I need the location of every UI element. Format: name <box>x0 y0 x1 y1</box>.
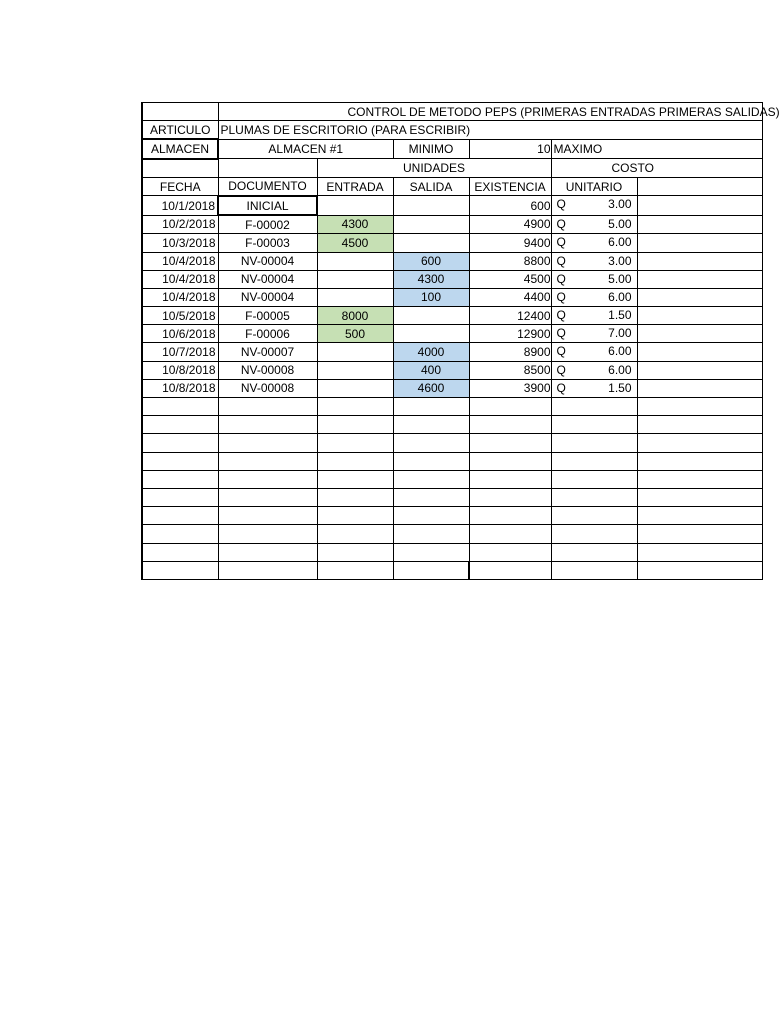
empty-cell[interactable] <box>317 434 393 452</box>
currency-symbol: Q <box>556 344 566 359</box>
empty-cell[interactable] <box>142 543 218 561</box>
costo-group-label[interactable]: COSTO <box>551 159 762 178</box>
cell-entrada[interactable] <box>317 361 393 379</box>
empty-cell[interactable] <box>637 488 762 506</box>
cell-fecha[interactable]: 10/2/2018 <box>142 215 218 234</box>
cell-documento[interactable]: F-00003 <box>218 234 317 252</box>
col-header-entrada[interactable]: ENTRADA <box>317 177 393 196</box>
empty-cell[interactable] <box>469 452 551 470</box>
empty-cell[interactable] <box>218 507 317 525</box>
empty-cell[interactable] <box>469 470 551 488</box>
cell-extra[interactable] <box>637 361 762 379</box>
cell-entrada[interactable] <box>317 252 393 270</box>
unit-cost-value: 3.00 <box>608 253 632 268</box>
empty-cell[interactable] <box>218 434 317 452</box>
cell-extra[interactable] <box>637 307 762 325</box>
empty-cell[interactable] <box>393 452 469 470</box>
empty-cell[interactable] <box>551 507 637 525</box>
empty-cell[interactable] <box>393 416 469 434</box>
empty-cell[interactable] <box>142 507 218 525</box>
almacen-value[interactable]: ALMACEN #1 <box>218 139 393 158</box>
empty-cell[interactable] <box>469 434 551 452</box>
cell-entrada[interactable]: 4300 <box>317 215 393 234</box>
sheet-title[interactable]: CONTROL DE METODO PEPS (PRIMERAS ENTRADAS PRIMERAS SALIDAS) <box>218 103 762 121</box>
cell-existencia[interactable]: 8900 <box>469 343 551 361</box>
table-row <box>142 379 762 397</box>
table-row <box>142 196 762 215</box>
group-blank-fecha[interactable] <box>142 159 218 178</box>
cell-documento[interactable]: NV-00008 <box>218 361 317 379</box>
empty-cell[interactable] <box>317 470 393 488</box>
cell-salida[interactable]: 600 <box>393 252 469 270</box>
unit-cost-value: 1.50 <box>608 380 632 395</box>
unit-cost-value: 1.50 <box>608 308 632 323</box>
empty-cell[interactable] <box>637 507 762 525</box>
table-row <box>142 343 762 361</box>
empty-cell[interactable] <box>637 561 762 579</box>
empty-cell[interactable] <box>218 488 317 506</box>
cell-unitario[interactable] <box>551 325 637 343</box>
empty-cell[interactable] <box>551 434 637 452</box>
col-header-documento[interactable]: DOCUMENTO <box>218 177 317 196</box>
empty-row <box>142 434 762 452</box>
col-header-salida[interactable]: SALIDA <box>393 177 469 196</box>
cell-extra[interactable] <box>637 234 762 252</box>
currency-symbol: Q <box>556 362 566 377</box>
cell-unitario[interactable] <box>551 252 637 270</box>
empty-cell[interactable] <box>551 416 637 434</box>
col-header-existencia[interactable]: EXISTENCIA <box>469 177 551 196</box>
cell-fecha[interactable]: 10/1/2018 <box>142 196 218 215</box>
empty-cell[interactable] <box>142 452 218 470</box>
cell-fecha[interactable]: 10/7/2018 <box>142 343 218 361</box>
empty-cell[interactable] <box>317 561 393 579</box>
empty-cell[interactable] <box>317 416 393 434</box>
cell-unitario[interactable] <box>551 307 637 325</box>
empty-cell[interactable] <box>142 434 218 452</box>
cell-entrada[interactable] <box>317 288 393 306</box>
empty-cell[interactable] <box>142 398 218 416</box>
empty-cell[interactable] <box>317 525 393 543</box>
cell-documento[interactable]: NV-00008 <box>218 379 317 397</box>
empty-cell[interactable] <box>637 416 762 434</box>
cell-existencia[interactable]: 12400 <box>469 307 551 325</box>
cell-existencia[interactable]: 3900 <box>469 379 551 397</box>
group-blank-documento[interactable] <box>218 159 317 178</box>
cell-fecha[interactable]: 10/3/2018 <box>142 234 218 252</box>
empty-row <box>142 525 762 543</box>
currency-symbol: Q <box>556 289 566 304</box>
table-row <box>142 307 762 325</box>
empty-cell[interactable] <box>469 416 551 434</box>
cell-unitario[interactable] <box>551 361 637 379</box>
cell-documento[interactable]: NV-00004 <box>218 288 317 306</box>
empty-cell[interactable] <box>317 398 393 416</box>
empty-cell[interactable] <box>469 507 551 525</box>
cell-documento[interactable]: NV-00007 <box>218 343 317 361</box>
title-row <box>142 103 762 121</box>
almacen-label[interactable]: ALMACEN <box>142 139 218 158</box>
cell-fecha[interactable]: 10/5/2018 <box>142 307 218 325</box>
cell-extra[interactable] <box>637 196 762 215</box>
cell-existencia[interactable]: 9400 <box>469 234 551 252</box>
empty-cell[interactable] <box>393 561 469 579</box>
almacen-row <box>142 139 762 158</box>
cell-documento[interactable]: NV-00004 <box>218 270 317 288</box>
empty-row <box>142 561 762 579</box>
column-header-row <box>142 177 762 196</box>
cell-fecha[interactable]: 10/4/2018 <box>142 288 218 306</box>
currency-symbol: Q <box>556 308 566 323</box>
empty-cell[interactable] <box>218 398 317 416</box>
cell-extra[interactable] <box>637 379 762 397</box>
currency-symbol: Q <box>556 253 566 268</box>
empty-cell[interactable] <box>469 525 551 543</box>
table-row <box>142 215 762 234</box>
cell-unitario[interactable] <box>551 270 637 288</box>
articulo-value[interactable]: PLUMAS DE ESCRITORIO (PARA ESCRIBIR) <box>218 121 762 140</box>
unit-cost-value: 3.00 <box>608 197 632 212</box>
cell-salida[interactable] <box>393 234 469 252</box>
empty-cell[interactable] <box>637 525 762 543</box>
cell-salida[interactable]: 400 <box>393 361 469 379</box>
title-blank-cell[interactable] <box>142 103 218 121</box>
peps-control-table <box>141 102 780 580</box>
cell-unitario[interactable] <box>551 196 637 215</box>
empty-cell[interactable] <box>317 507 393 525</box>
cell-fecha[interactable]: 10/8/2018 <box>142 361 218 379</box>
cell-salida[interactable] <box>393 196 469 215</box>
cell-existencia[interactable]: 12900 <box>469 325 551 343</box>
cell-salida[interactable]: 100 <box>393 288 469 306</box>
unit-cost-value: 7.00 <box>608 326 632 341</box>
articulo-row <box>142 121 762 140</box>
empty-cell[interactable] <box>218 452 317 470</box>
empty-cell[interactable] <box>142 416 218 434</box>
empty-cell[interactable] <box>393 525 469 543</box>
cell-fecha[interactable]: 10/6/2018 <box>142 325 218 343</box>
empty-cell[interactable] <box>637 470 762 488</box>
cell-entrada[interactable] <box>317 196 393 215</box>
cell-entrada[interactable]: 500 <box>317 325 393 343</box>
cell-fecha[interactable]: 10/4/2018 <box>142 270 218 288</box>
group-header-row <box>142 159 762 178</box>
cell-entrada[interactable]: 4500 <box>317 234 393 252</box>
table-row <box>142 234 762 252</box>
empty-cell[interactable] <box>469 543 551 561</box>
empty-cell[interactable] <box>551 488 637 506</box>
empty-cell[interactable] <box>393 434 469 452</box>
articulo-label[interactable]: ARTICULO <box>142 121 218 140</box>
empty-cell[interactable] <box>469 561 551 579</box>
empty-cell[interactable] <box>218 543 317 561</box>
empty-cell[interactable] <box>317 488 393 506</box>
empty-cell[interactable] <box>469 488 551 506</box>
currency-symbol: Q <box>556 235 566 250</box>
minimo-value[interactable]: 10 <box>469 139 551 158</box>
empty-cell[interactable] <box>218 525 317 543</box>
empty-row <box>142 543 762 561</box>
empty-cell[interactable] <box>551 543 637 561</box>
empty-cell[interactable] <box>637 398 762 416</box>
maximo-label[interactable]: MAXIMO <box>551 139 762 158</box>
cell-documento[interactable]: F-00006 <box>218 325 317 343</box>
empty-cell[interactable] <box>393 470 469 488</box>
empty-row <box>142 398 762 416</box>
empty-cell[interactable] <box>551 452 637 470</box>
cell-entrada[interactable] <box>317 343 393 361</box>
table-row <box>142 288 762 306</box>
cell-extra[interactable] <box>637 215 762 234</box>
empty-cell[interactable] <box>218 416 317 434</box>
cell-salida[interactable]: 4000 <box>393 343 469 361</box>
unit-cost-value: 6.00 <box>608 362 632 377</box>
cell-salida[interactable]: 4600 <box>393 379 469 397</box>
cell-existencia[interactable]: 8500 <box>469 361 551 379</box>
table-row <box>142 361 762 379</box>
cell-unitario[interactable] <box>551 343 637 361</box>
empty-cell[interactable] <box>393 507 469 525</box>
cell-unitario[interactable] <box>551 379 637 397</box>
cell-extra[interactable] <box>637 270 762 288</box>
cell-extra[interactable] <box>637 252 762 270</box>
cell-salida[interactable] <box>393 307 469 325</box>
cell-extra[interactable] <box>637 343 762 361</box>
cell-entrada[interactable] <box>317 379 393 397</box>
cell-existencia[interactable]: 4500 <box>469 270 551 288</box>
empty-cell[interactable] <box>142 561 218 579</box>
empty-row <box>142 416 762 434</box>
empty-cell[interactable] <box>637 434 762 452</box>
empty-row <box>142 488 762 506</box>
unit-cost-value: 5.00 <box>608 271 632 286</box>
cell-salida[interactable]: 4300 <box>393 270 469 288</box>
table-row <box>142 325 762 343</box>
empty-cell[interactable] <box>551 561 637 579</box>
currency-symbol: Q <box>556 271 566 286</box>
cell-unitario[interactable] <box>551 234 637 252</box>
cell-documento[interactable]: NV-00004 <box>218 252 317 270</box>
cell-entrada[interactable]: 8000 <box>317 307 393 325</box>
col-header-fecha[interactable]: FECHA <box>142 177 218 196</box>
cell-existencia[interactable]: 8800 <box>469 252 551 270</box>
unit-cost-value: 6.00 <box>608 289 632 304</box>
empty-cell[interactable] <box>317 452 393 470</box>
currency-symbol: Q <box>556 216 566 231</box>
empty-cell[interactable] <box>218 470 317 488</box>
empty-row <box>142 452 762 470</box>
empty-cell[interactable] <box>142 525 218 543</box>
table-row <box>142 270 762 288</box>
cell-fecha[interactable]: 10/4/2018 <box>142 252 218 270</box>
empty-cell[interactable] <box>551 470 637 488</box>
empty-cell[interactable] <box>142 470 218 488</box>
cell-existencia[interactable]: 600 <box>469 196 551 215</box>
minimo-label[interactable]: MINIMO <box>393 139 469 158</box>
cell-extra[interactable] <box>637 288 762 306</box>
currency-symbol: Q <box>556 197 566 212</box>
spreadsheet-sheet <box>141 102 780 583</box>
unit-cost-value: 5.00 <box>608 216 632 231</box>
unit-cost-value: 6.00 <box>608 235 632 250</box>
cell-salida[interactable] <box>393 215 469 234</box>
empty-cell[interactable] <box>551 525 637 543</box>
cell-documento[interactable]: INICIAL <box>218 196 317 215</box>
currency-symbol: Q <box>556 380 566 395</box>
currency-symbol: Q <box>556 326 566 341</box>
empty-cell[interactable] <box>317 543 393 561</box>
cell-entrada[interactable] <box>317 270 393 288</box>
cell-unitario[interactable] <box>551 288 637 306</box>
cell-existencia[interactable]: 4900 <box>469 215 551 234</box>
empty-row <box>142 470 762 488</box>
cell-existencia[interactable]: 4400 <box>469 288 551 306</box>
cell-fecha[interactable]: 10/8/2018 <box>142 379 218 397</box>
empty-cell[interactable] <box>218 561 317 579</box>
col-header-extra[interactable] <box>637 177 762 196</box>
unidades-group-label[interactable]: UNIDADES <box>317 159 551 178</box>
cell-unitario[interactable] <box>551 215 637 234</box>
unit-cost-value: 6.00 <box>608 344 632 359</box>
empty-cell[interactable] <box>637 452 762 470</box>
empty-cell[interactable] <box>393 543 469 561</box>
table-row <box>142 252 762 270</box>
empty-cell[interactable] <box>469 398 551 416</box>
cell-extra[interactable] <box>637 325 762 343</box>
empty-cell[interactable] <box>551 398 637 416</box>
cell-documento[interactable]: F-00002 <box>218 215 317 234</box>
empty-cell[interactable] <box>393 398 469 416</box>
empty-cell[interactable] <box>142 488 218 506</box>
empty-cell[interactable] <box>637 543 762 561</box>
empty-row <box>142 507 762 525</box>
col-header-unitario[interactable]: UNITARIO <box>551 177 637 196</box>
empty-cell[interactable] <box>393 488 469 506</box>
cell-salida[interactable] <box>393 325 469 343</box>
cell-documento[interactable]: F-00005 <box>218 307 317 325</box>
